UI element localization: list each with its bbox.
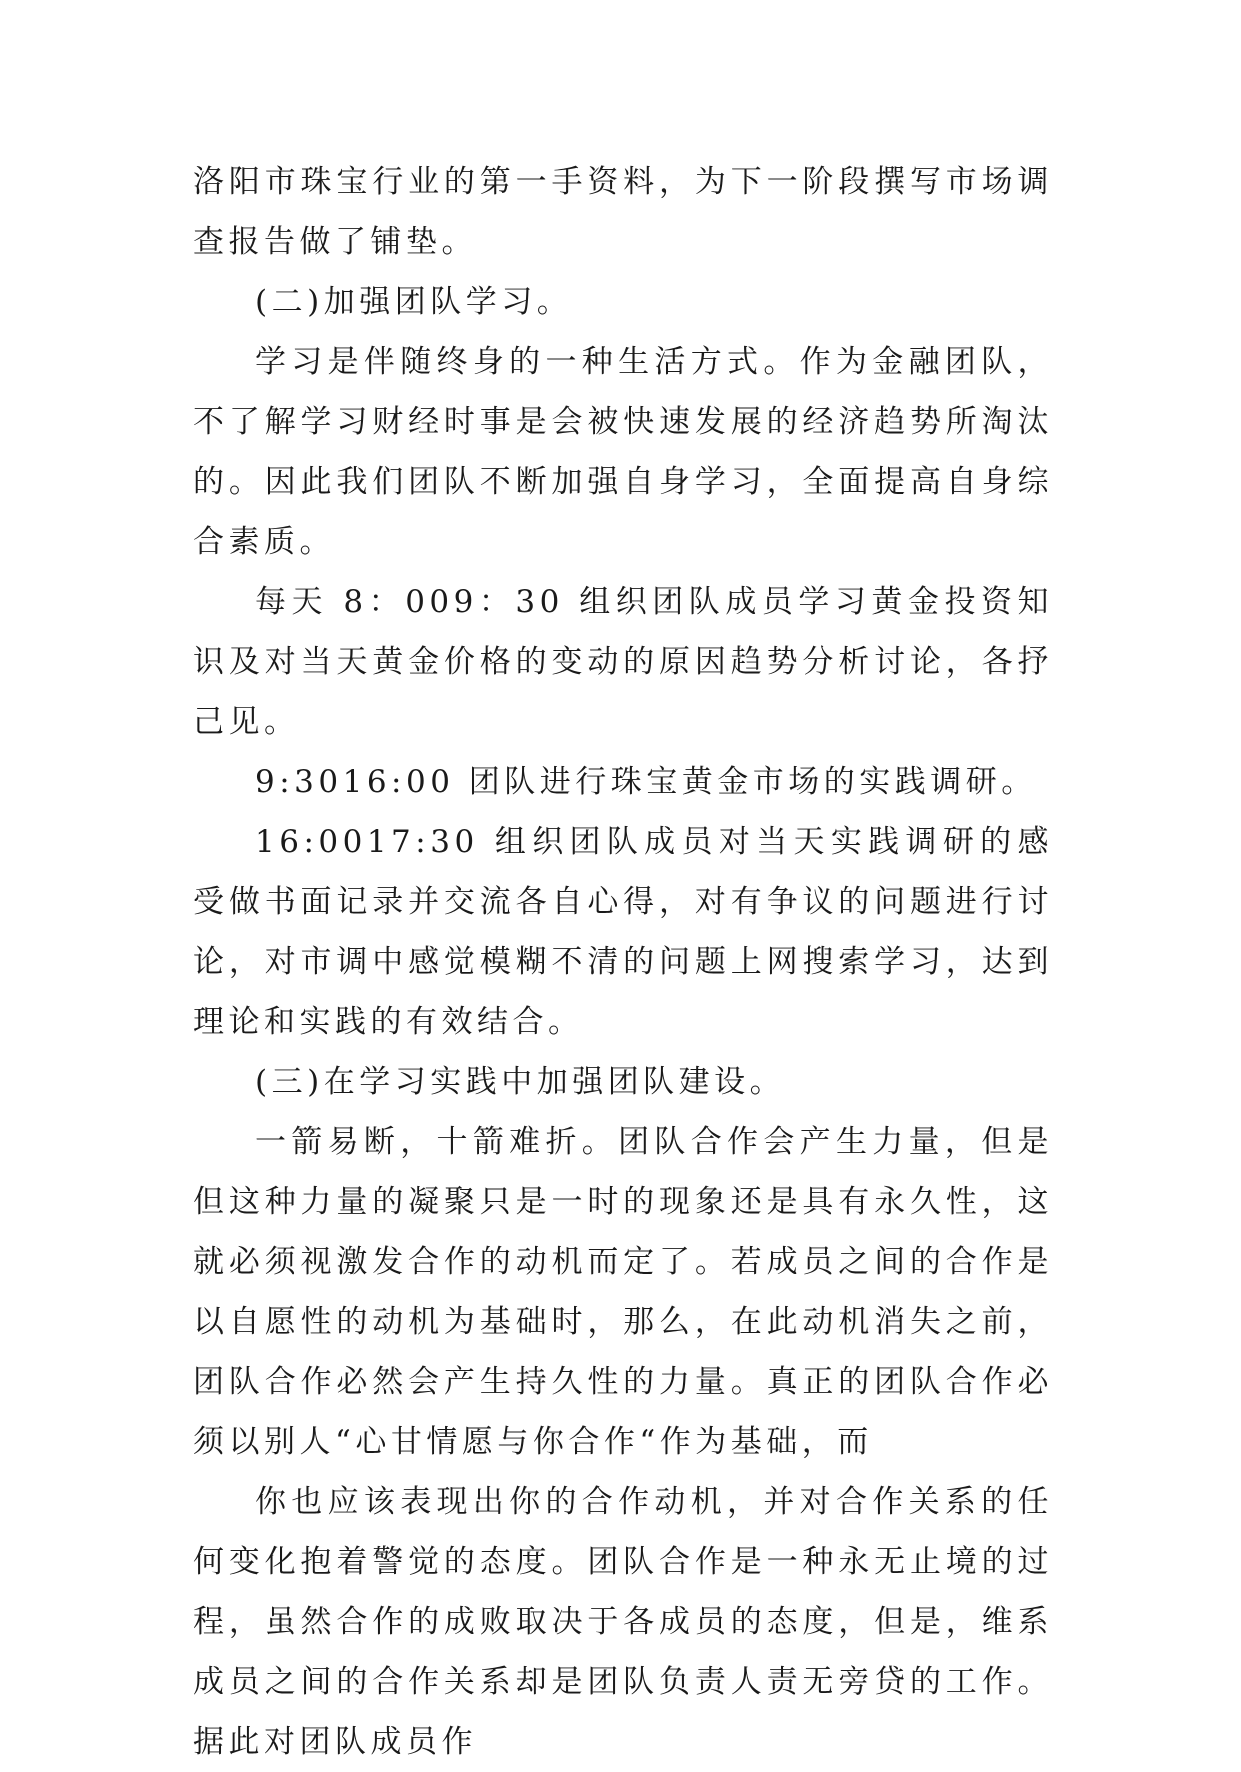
- paragraph-schedule-evening: 16:0017:30 组织团队成员对当天实践调研的感受做书面记录并交流各自心得，对有争议的问题进行讨论，对市调中感觉模糊不清的问题上网搜索学习，达到理论和实践的有效结合。: [193, 824, 1053, 1040]
- paragraph-schedule-day: 9:3016:00 团队进行珠宝黄金市场的实践调研。: [255, 764, 1037, 800]
- paragraph-schedule-morning: 每天 8：009：30 组织团队成员学习黄金投资知识及对当天黄金价格的变动的原因趋势分析讨论，各抒己见。: [193, 584, 1053, 740]
- section-heading-3: (三)在学习实践中加强团队建设。: [255, 1064, 786, 1100]
- document-body: [193, 152, 1053, 1772]
- paragraph-motivation: 你也应该表现出你的合作动机，并对合作关系的任何变化抱着警觉的态度。团队合作是一种永无止境的过程，虽然合作的成败取决于各成员的态度，但是，维系成员之间的合作关系却是团队负责人责无旁贷的工作。据此对团队成员作: [193, 1484, 1053, 1760]
- paragraph-cooperation: 一箭易断，十箭难折。团队合作会产生力量，但是但这种力量的凝聚只是一时的现象还是具有永久性，这就必须视激发合作的动机而定了。若成员之间的合作是以自愿性的动机为基础时，那么，在此动机消失之前，团队合作必然会产生持久性的力量。真正的团队合作必须以别人“心甘情愿与你合作“作为基础，而: [193, 1124, 1053, 1460]
- paragraph-continuation: 洛阳市珠宝行业的第一手资料，为下一阶段撰写市场调查报告做了铺垫。: [193, 164, 1053, 260]
- paragraph-learning: 学习是伴随终身的一种生活方式。作为金融团队，不了解学习财经时事是会被快速发展的经济趋势所淘汰的。因此我们团队不断加强自身学习，全面提高自身综合素质。: [193, 344, 1053, 560]
- section-heading-2: (二)加强团队学习。: [255, 284, 573, 320]
